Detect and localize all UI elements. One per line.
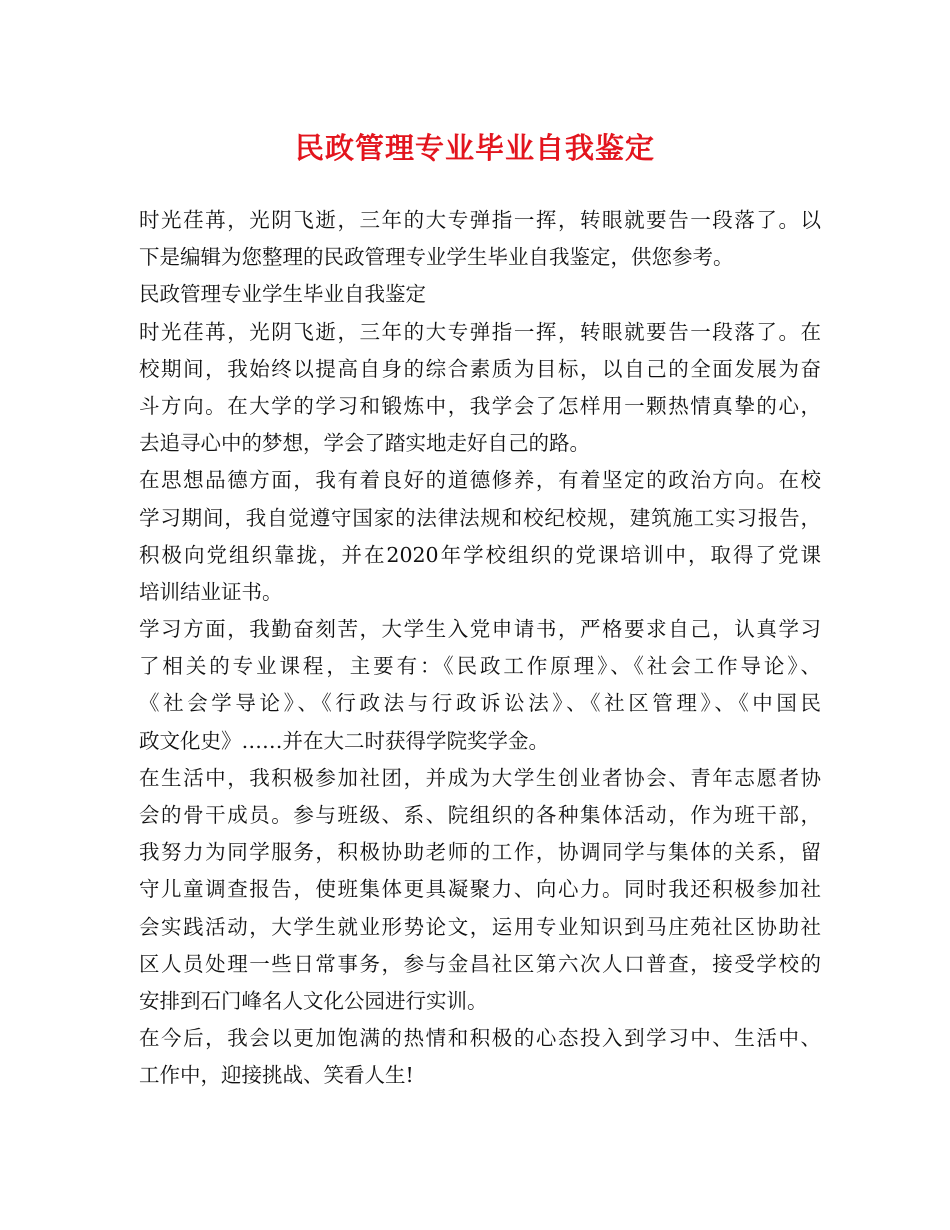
paragraph-line: 会实践活动，大学生就业形势论文，运用专业知识到马庄苑社区协助社 <box>139 914 821 939</box>
paragraph-line: 培训结业证书。 <box>139 579 283 604</box>
paragraph-line: 守儿童调查报告，使班集体更具凝聚力、向心力。同时我还积极参加社 <box>139 877 821 902</box>
paragraph-line: 我努力为同学服务，积极协助老师的工作，协调同学与集体的关系，留 <box>139 840 821 865</box>
paragraph-line: 学习方面，我勤奋刻苦，大学生入党申请书，严格要求自己，认真学习 <box>139 617 821 642</box>
paragraph-line: 工作中，迎接挑战、笑看人生! <box>139 1063 414 1088</box>
paragraph-line: 在思想品德方面，我有着良好的道德修养，有着坚定的政治方向。在校 <box>139 468 821 493</box>
paragraph-line: 校期间，我始终以提高自身的综合素质为目标，以自己的全面发展为奋 <box>139 356 821 381</box>
paragraph-line: 积极向党组织靠拢，并在2020年学校组织的党课培训中，取得了党课 <box>139 542 821 567</box>
paragraph-line: 在生活中，我积极参加社团，并成为大学生创业者协会、青年志愿者协 <box>139 765 821 790</box>
paragraph-line: 《社会学导论》、《行政法与行政诉讼法》、《社区管理》、《中国民 <box>139 691 821 716</box>
section-heading: 民政管理专业学生毕业自我鉴定 <box>139 282 426 307</box>
paragraph-line: 下是编辑为您整理的民政管理专业学生毕业自我鉴定，供您参考。 <box>139 245 734 270</box>
paragraph-line: 安排到石门峰名人文化公园进行实训。 <box>139 988 488 1013</box>
paragraph-line: 斗方向。在大学的学习和锻炼中，我学会了怎样用一颗热情真挚的心， <box>139 393 821 418</box>
paragraph-line: 会的骨干成员。参与班级、系、院组织的各种集体活动，作为班干部， <box>139 803 821 827</box>
paragraph-line: 区人员处理一些日常事务，参与金昌社区第六次人口普查，接受学校的 <box>139 951 821 976</box>
paragraph-line: 了相关的专业课程，主要有：《民政工作原理》、《社会工作导论》、 <box>139 654 821 679</box>
paragraph-line: 去追寻心中的梦想，学会了踏实地走好自己的路。 <box>139 431 590 456</box>
document-title: 民政管理专业毕业自我鉴定 <box>294 131 655 165</box>
paragraph-line: 学习期间，我自觉遵守国家的法律法规和校纪校规，建筑施工实习报告， <box>139 505 821 530</box>
paragraph-line: 政文化史》……并在大二时获得学院奖学金。 <box>139 728 549 753</box>
paragraph-line: 时光荏苒，光阴飞逝，三年的大专弹指一挥，转眼就要告一段落了。以 <box>139 208 821 232</box>
paragraph-line: 时光荏苒，光阴飞逝，三年的大专弹指一挥，转眼就要告一段落了。在 <box>139 319 821 344</box>
document-body <box>139 202 821 1095</box>
paragraph-line: 在今后，我会以更加饱满的热情和积极的心态投入到学习中、生活中、 <box>139 1026 821 1051</box>
